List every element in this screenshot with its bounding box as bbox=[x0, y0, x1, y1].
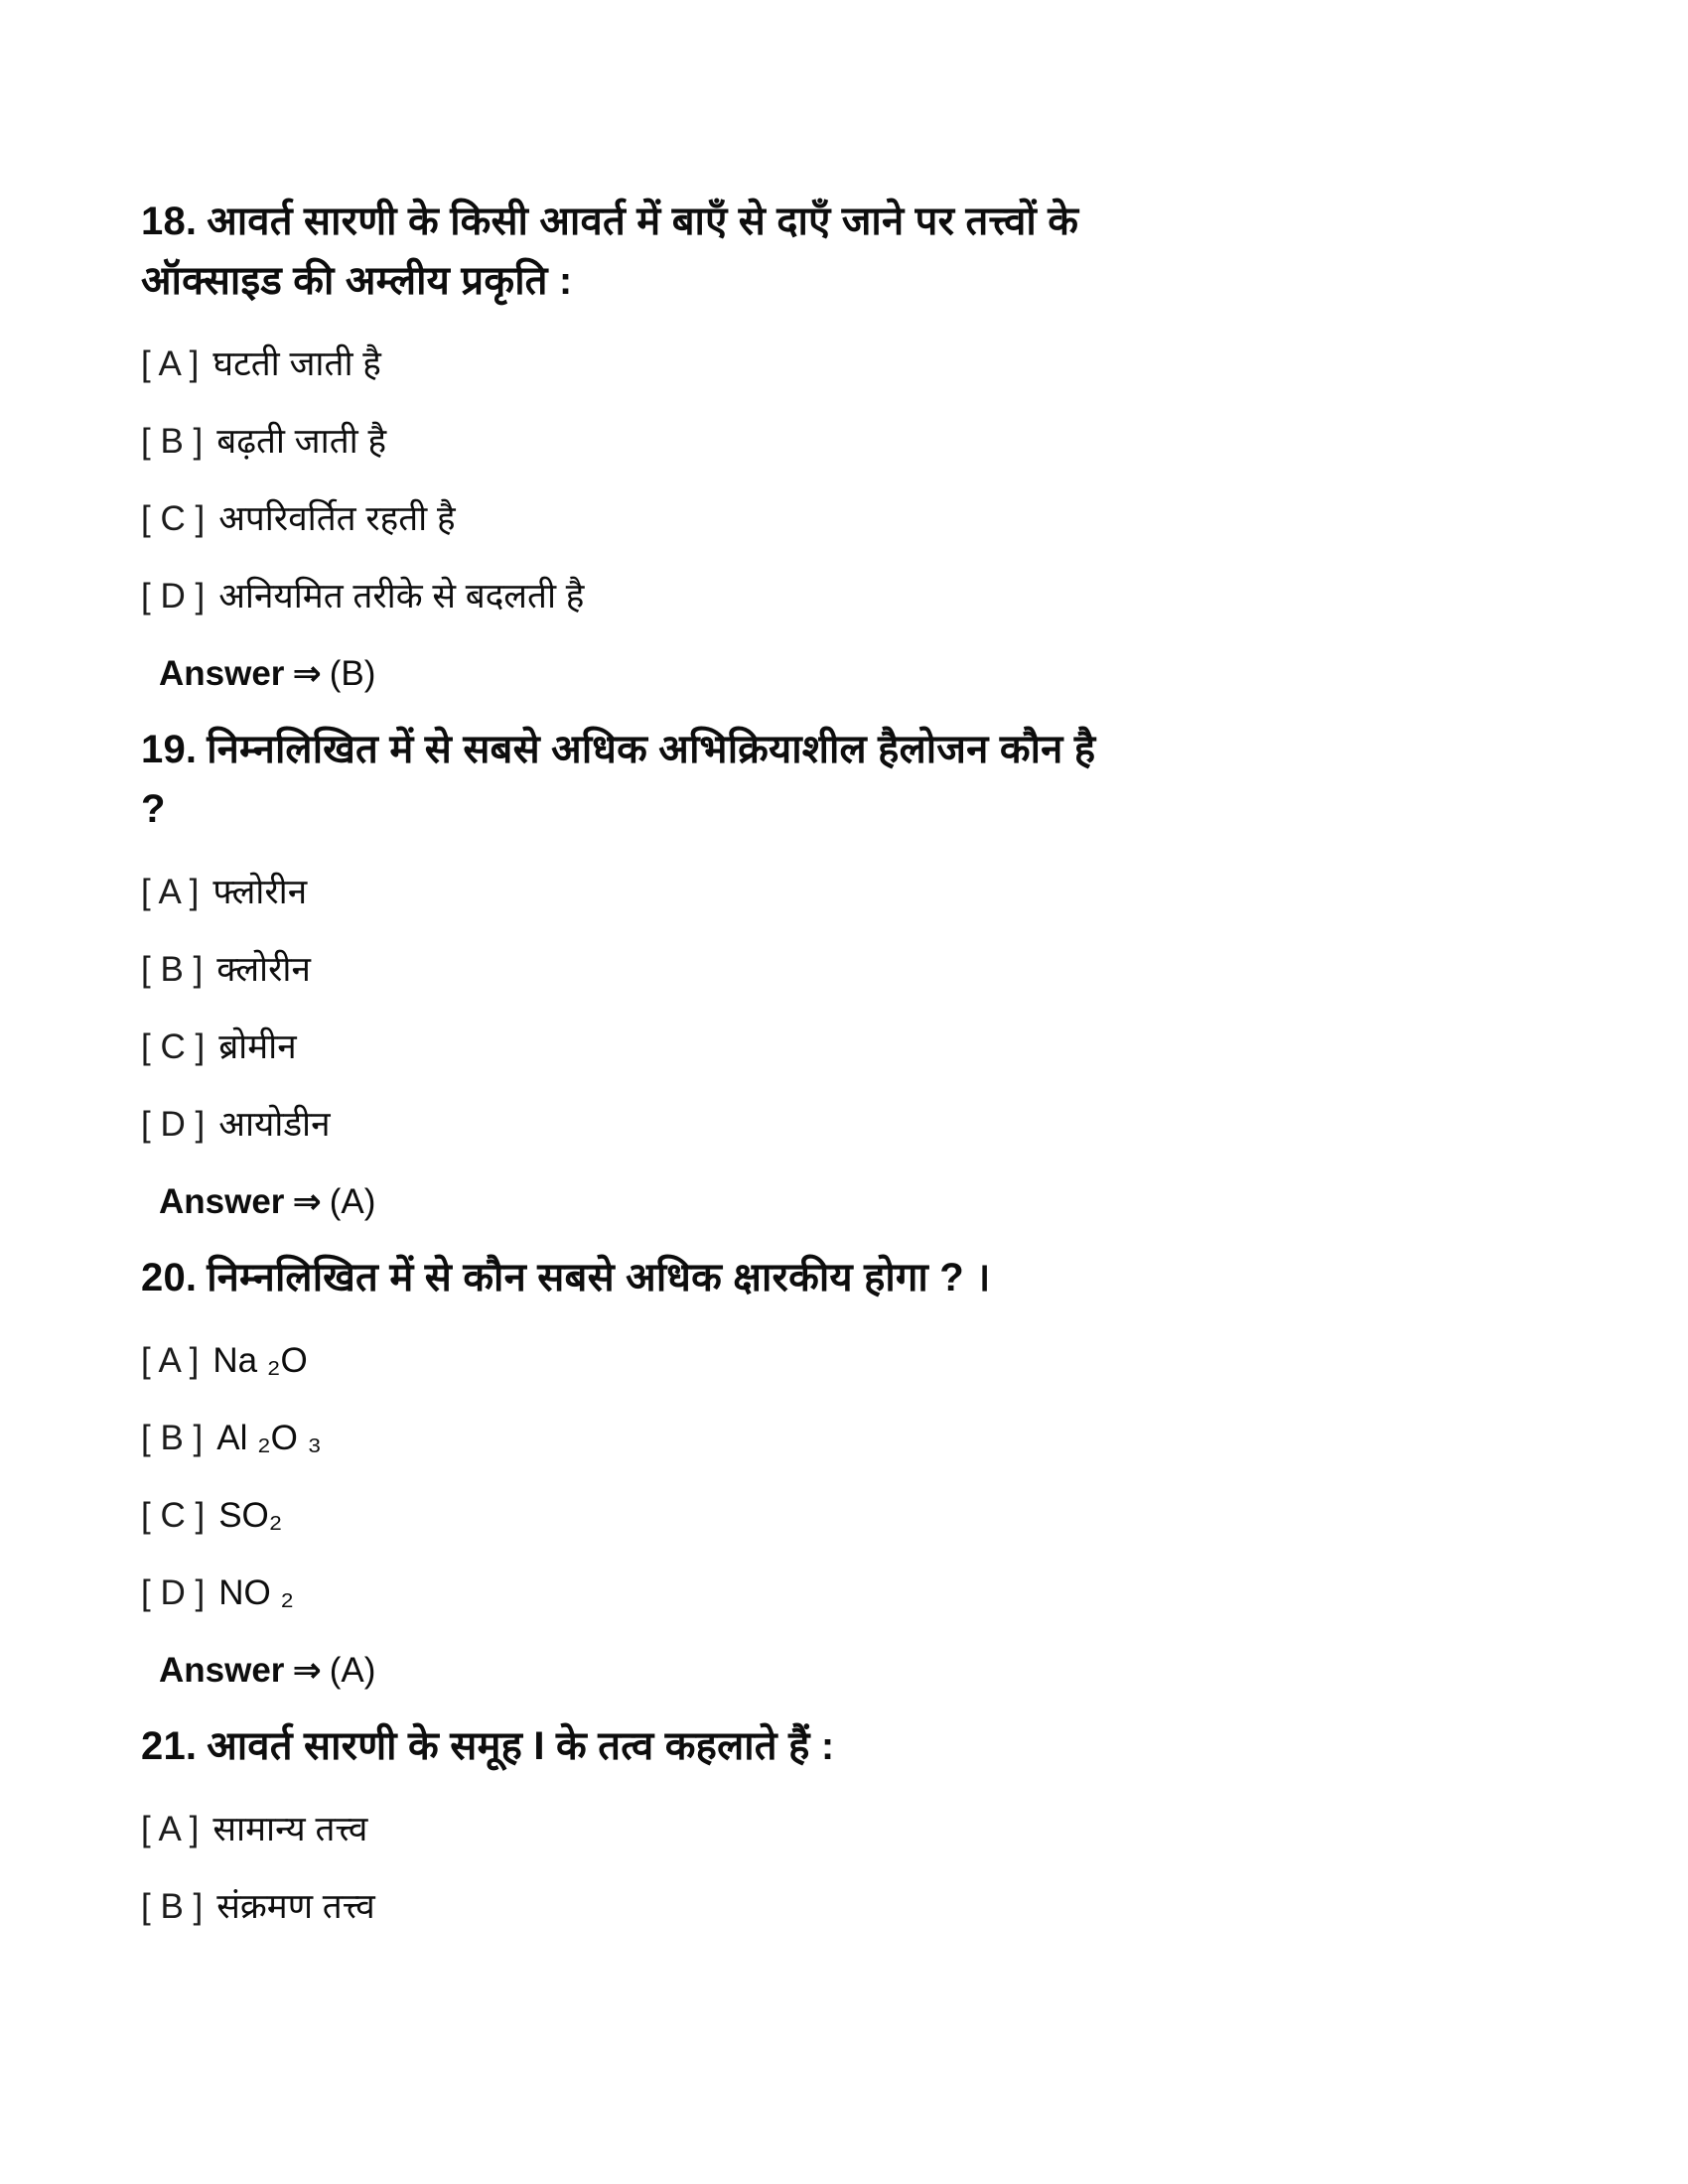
option-a bbox=[141, 1337, 1609, 1385]
question-block-19 bbox=[141, 720, 1609, 1226]
option-label: [ A ] bbox=[141, 1810, 200, 1848]
option-label: [ B ] bbox=[141, 1887, 204, 1926]
question-block-20 bbox=[141, 1248, 1609, 1695]
answer-value: (A) bbox=[329, 1182, 376, 1221]
option-text: क्लोरीन bbox=[216, 950, 311, 989]
option-a bbox=[141, 869, 1609, 916]
option-d bbox=[141, 1570, 1609, 1617]
option-label: [ C ] bbox=[141, 499, 206, 538]
arrow-right-icon: ⇒ bbox=[292, 1651, 322, 1690]
option-label: [ D ] bbox=[141, 1105, 206, 1144]
option-text: बढ़ती जाती है bbox=[216, 422, 387, 461]
option-text: NO ₂ bbox=[218, 1573, 294, 1612]
question-title bbox=[141, 192, 1119, 311]
question-number: 21. bbox=[141, 1724, 198, 1768]
option-label: [ B ] bbox=[141, 950, 204, 989]
option-text: फ्लोरीन bbox=[212, 873, 308, 911]
question-number: 19. bbox=[141, 728, 198, 771]
question-number: 18. bbox=[141, 200, 198, 243]
option-c bbox=[141, 495, 1609, 543]
option-label: [ B ] bbox=[141, 422, 204, 461]
option-text: आयोडीन bbox=[218, 1105, 331, 1144]
answer-line bbox=[159, 1178, 1609, 1226]
option-label: [ A ] bbox=[141, 1341, 200, 1380]
answer-value: (A) bbox=[329, 1651, 376, 1690]
option-text: संक्रमण तत्त्व bbox=[216, 1887, 375, 1926]
arrow-right-icon: ⇒ bbox=[292, 1182, 322, 1221]
option-text: घटती जाती है bbox=[212, 344, 381, 383]
question-number: 20. bbox=[141, 1256, 198, 1299]
option-d bbox=[141, 1101, 1609, 1149]
option-label: [ D ] bbox=[141, 577, 206, 615]
answer-label: Answer bbox=[159, 1182, 285, 1221]
option-text: अनियमित तरीके से बदलती है bbox=[218, 577, 585, 615]
option-label: [ C ] bbox=[141, 1027, 206, 1066]
arrow-right-icon: ⇒ bbox=[292, 654, 322, 693]
answer-line bbox=[159, 650, 1609, 698]
question-title bbox=[141, 1248, 1119, 1307]
option-text: ब्रोमीन bbox=[218, 1027, 297, 1066]
option-label: [ C ] bbox=[141, 1496, 206, 1535]
option-label: [ D ] bbox=[141, 1573, 206, 1612]
answer-label: Answer bbox=[159, 654, 285, 693]
question-title bbox=[141, 720, 1119, 839]
option-c bbox=[141, 1024, 1609, 1071]
answer-label: Answer bbox=[159, 1651, 285, 1690]
option-text: सामान्य तत्त्व bbox=[212, 1810, 368, 1848]
option-b bbox=[141, 1415, 1609, 1462]
option-text: Al ₂O ₃ bbox=[216, 1419, 322, 1457]
question-text: आवर्त सारणी के समूह I के तत्व कहलाते हैं : bbox=[207, 1724, 835, 1768]
option-b bbox=[141, 1883, 1609, 1931]
option-c bbox=[141, 1492, 1609, 1540]
question-text: आवर्त सारणी के किसी आवर्त में बाएँ से दाएँ जाने पर तत्त्वों के ऑक्साइड की अम्लीय प्रकृति : bbox=[141, 200, 1090, 303]
option-text: Na ₂O bbox=[212, 1341, 308, 1380]
option-text: अपरिवर्तित रहती है bbox=[218, 499, 456, 538]
option-label: [ B ] bbox=[141, 1419, 204, 1457]
question-title bbox=[141, 1716, 1119, 1776]
answer-line bbox=[159, 1647, 1609, 1695]
question-block-18 bbox=[141, 192, 1609, 698]
option-b bbox=[141, 946, 1609, 994]
option-label: [ A ] bbox=[141, 873, 200, 911]
option-label: [ A ] bbox=[141, 344, 200, 383]
option-a bbox=[141, 1806, 1609, 1853]
option-a bbox=[141, 341, 1609, 388]
question-text: निम्नलिखित में से सबसे अधिक अभिक्रियाशील हैलोजन कौन है ? bbox=[141, 728, 1096, 831]
option-b bbox=[141, 418, 1609, 466]
question-block-21 bbox=[141, 1716, 1609, 1931]
question-text: निम्नलिखित में से कौन सबसे अधिक क्षारकीय होगा ? । bbox=[207, 1256, 991, 1299]
answer-value: (B) bbox=[329, 654, 376, 693]
option-d bbox=[141, 573, 1609, 620]
option-text: SO₂ bbox=[218, 1496, 283, 1535]
